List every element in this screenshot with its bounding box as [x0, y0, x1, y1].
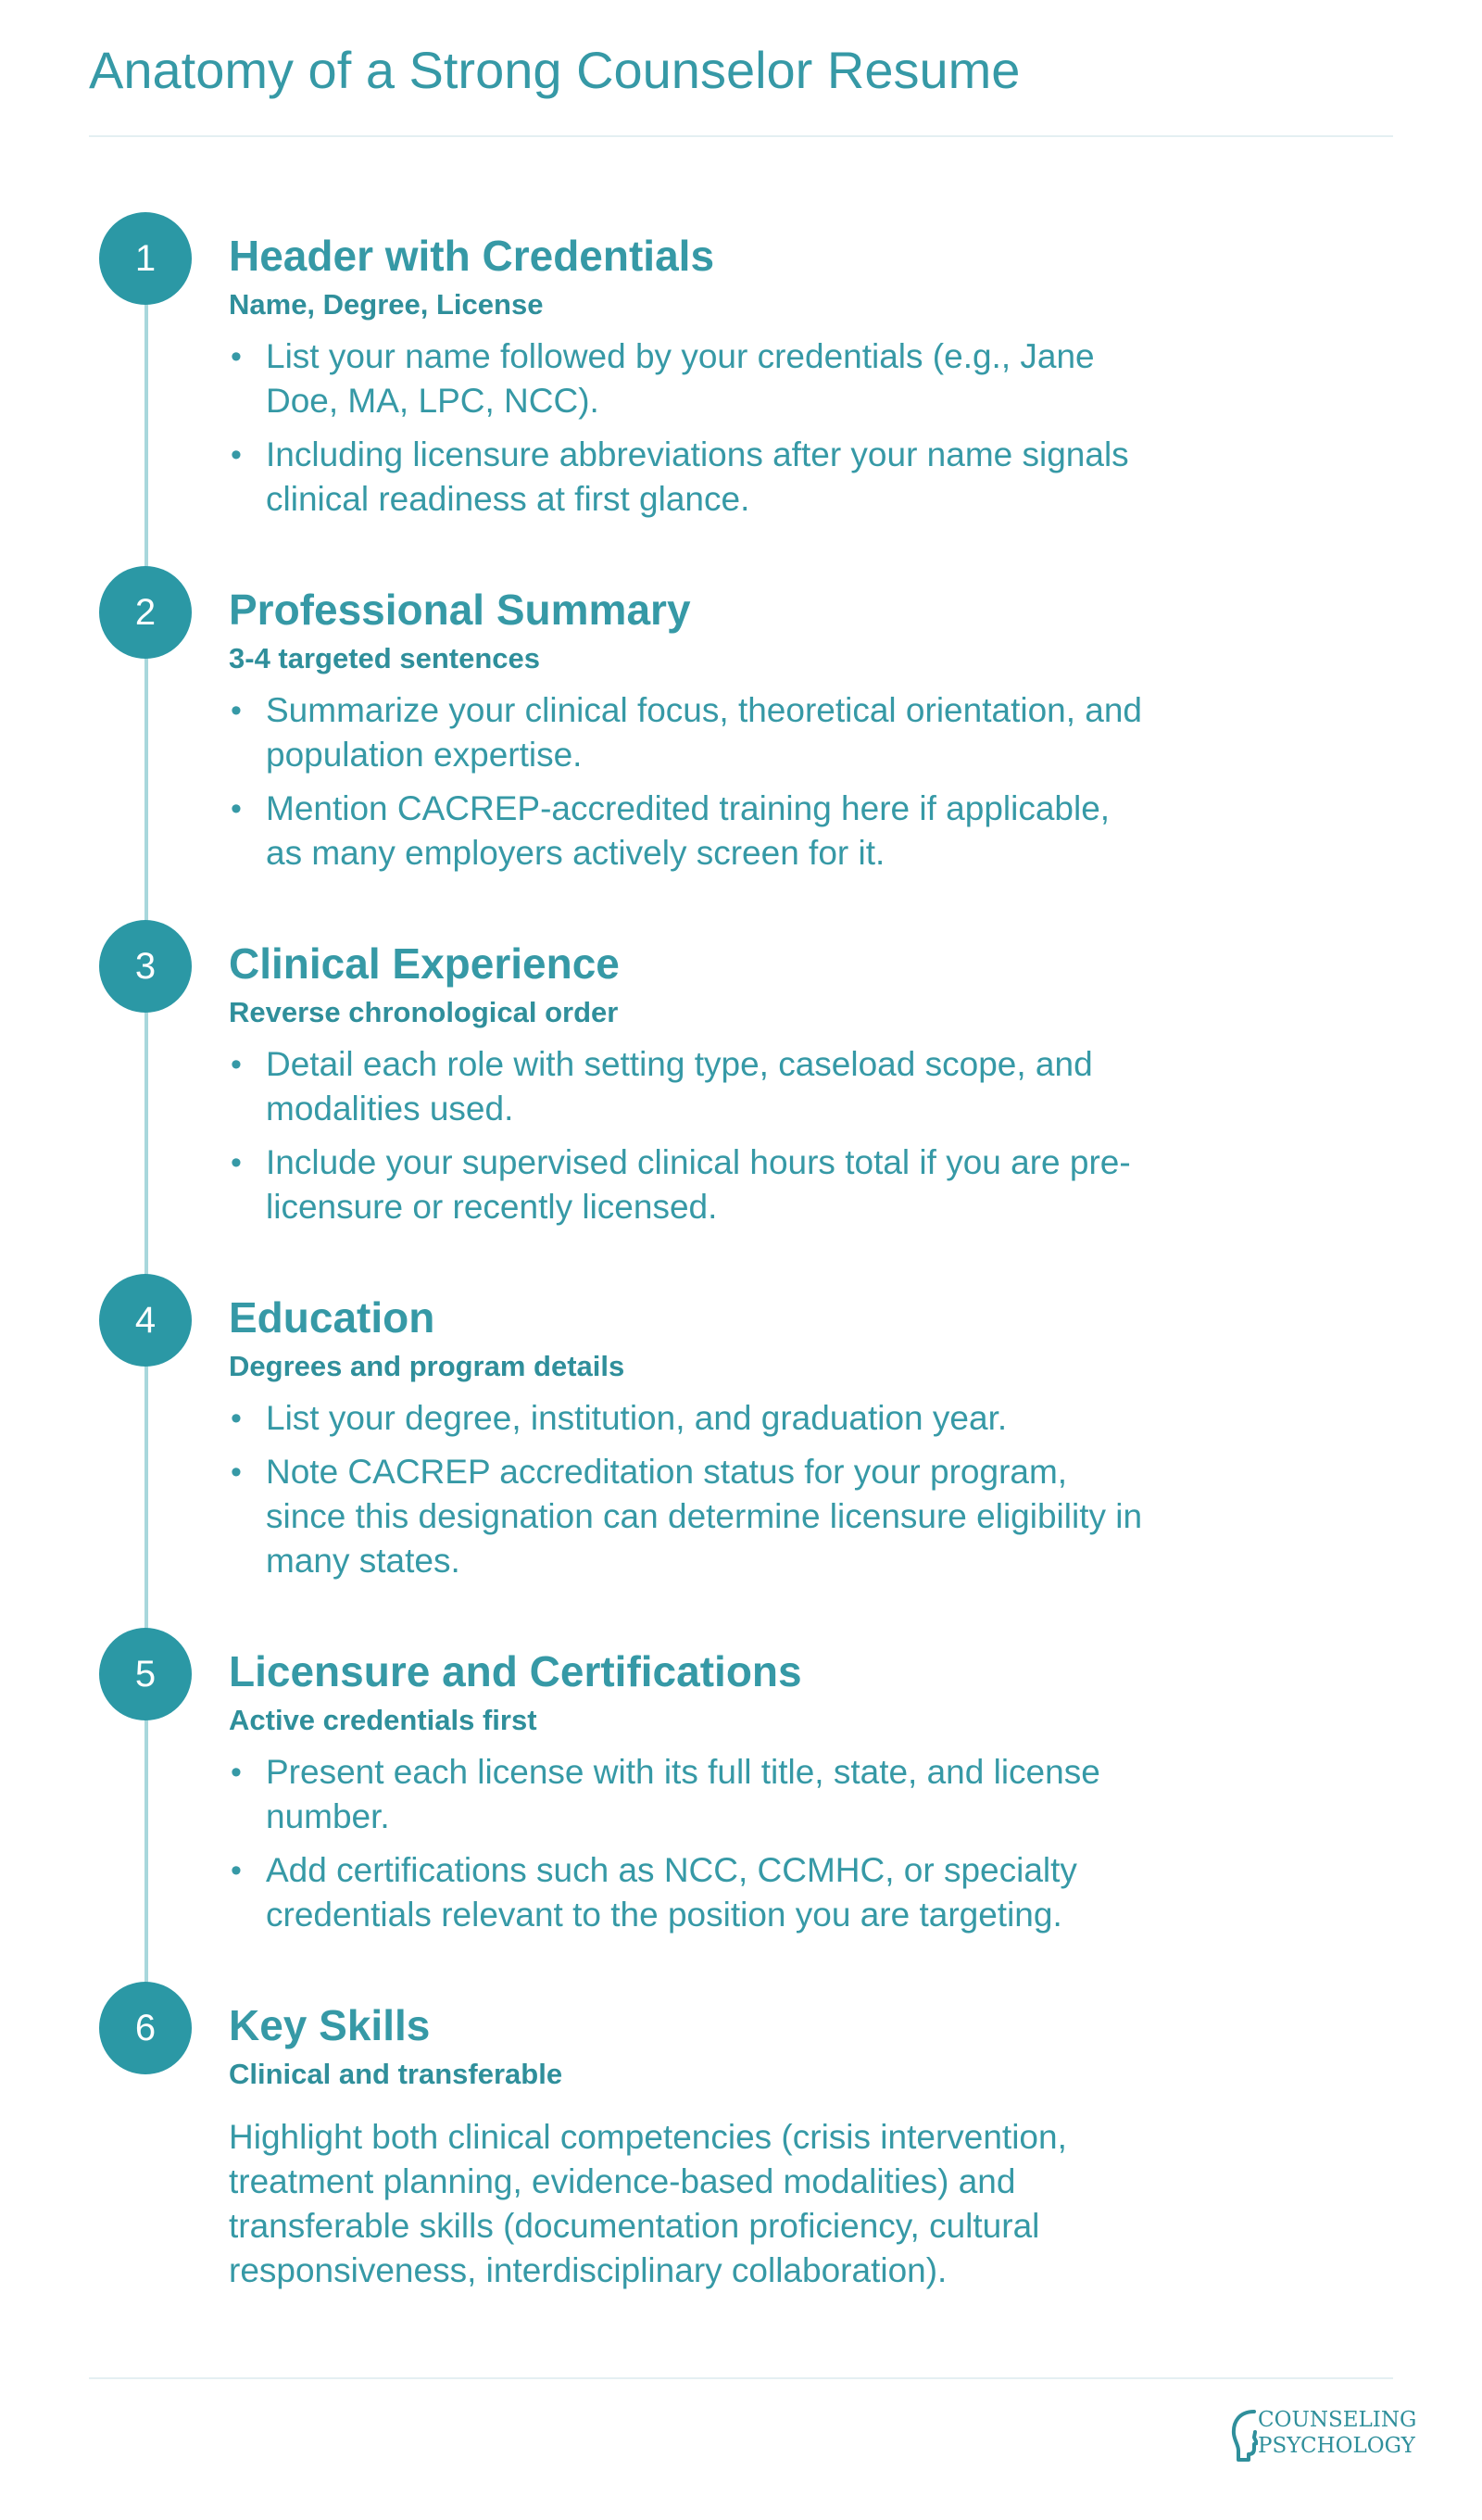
step-number-badge: 6: [99, 1982, 192, 2074]
bullet-item: • Add certifications such as NCC, CCMHC, or specialty credentials relevant to the position you are targeting.: [229, 1848, 1155, 1937]
logo-text-line2: PSYCHOLOGY: [1258, 2434, 1415, 2458]
step-subtitle: Clinical and transferable: [229, 2058, 563, 2090]
step-subtitle: Active credentials first: [229, 1704, 537, 1736]
bullet-item: • Note CACREP accreditation status for your program, since this designation can determine licensure eligibility in many states.: [229, 1450, 1155, 1583]
step-subtitle: Reverse chronological order: [229, 996, 619, 1028]
bullet-item: • List your name followed by your credentials (e.g., Jane Doe, MA, LPC, NCC).: [229, 334, 1155, 423]
bullet-item: • Include your supervised clinical hours total if you are pre-licensure or recently licensed.: [229, 1140, 1155, 1229]
bullet-item: • Present each license with its full title, state, and license number.: [229, 1750, 1155, 1839]
step-number-badge: 3: [99, 920, 192, 1013]
step-number-badge: 4: [99, 1274, 192, 1367]
step-title: Professional Summary: [229, 586, 691, 634]
step-subtitle: Degrees and program details: [229, 1350, 625, 1382]
step-title: Clinical Experience: [229, 939, 620, 988]
step-title: Header with Credentials: [229, 232, 715, 280]
header-divider: [89, 135, 1393, 137]
footer-divider: [89, 2377, 1393, 2379]
bullet-item: • Detail each role with setting type, caseload scope, and modalities used.: [229, 1042, 1155, 1131]
head-profile-icon: [1230, 2406, 1258, 2462]
step-subtitle: 3-4 targeted sentences: [229, 642, 540, 674]
step-number-badge: 2: [99, 566, 192, 659]
bullet-item: • Including licensure abbreviations after your name signals clinical readiness at first glance.: [229, 433, 1155, 522]
step-number-badge: 1: [99, 212, 192, 305]
step-paragraph: Highlight both clinical competencies (crisis intervention, treatment planning, evidence-based modalities) and transferable skills (documentation proficiency, cultural responsiveness, interdisciplinary collaboration).: [229, 2118, 1067, 2289]
logo-text-line1: COUNSELING: [1258, 2408, 1417, 2432]
step-bullet-list: [229, 688, 1155, 885]
step-bullet-list: [229, 1750, 1155, 1947]
step-bullet-list: [229, 334, 1155, 531]
bullet-item: • Mention CACREP-accredited training here if applicable, as many employers actively screen for it.: [229, 787, 1155, 876]
bullet-item: • Summarize your clinical focus, theoretical orientation, and population expertise.: [229, 688, 1155, 777]
step-title: Licensure and Certifications: [229, 1647, 802, 1695]
brand-logo: [1230, 2404, 1417, 2463]
timeline-line: [144, 259, 148, 2020]
step-subtitle: Name, Degree, License: [229, 288, 544, 321]
step-bullet-list: [229, 1396, 1155, 1593]
step-title: Key Skills: [229, 2001, 431, 2049]
step-title: Education: [229, 1293, 435, 1342]
bullet-item: • List your degree, institution, and graduation year.: [229, 1396, 1155, 1441]
step-bullet-list: [229, 1042, 1155, 1239]
step-number-badge: 5: [99, 1628, 192, 1720]
page-title: Anatomy of a Strong Counselor Resume: [89, 41, 1021, 99]
